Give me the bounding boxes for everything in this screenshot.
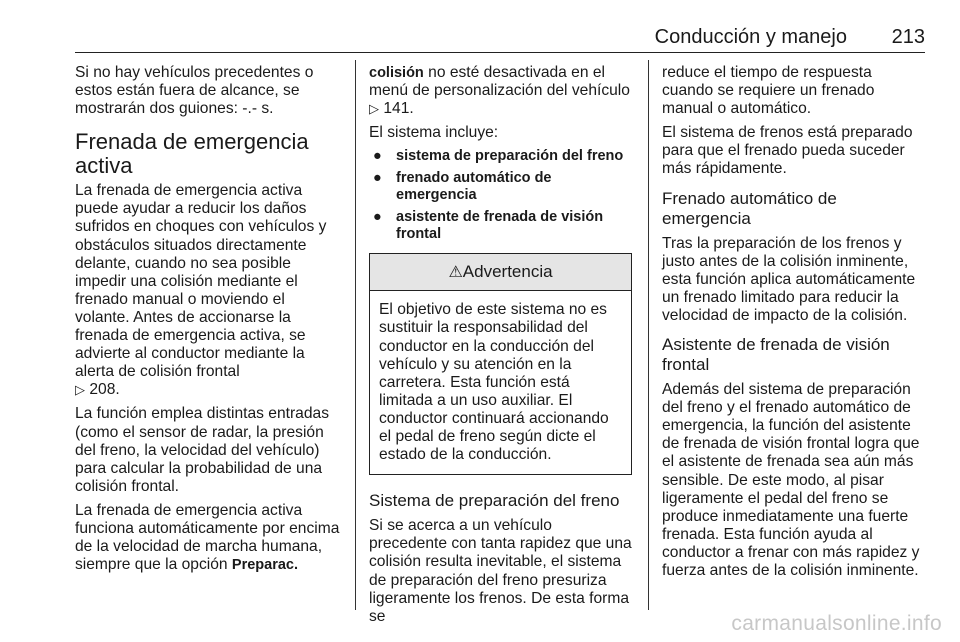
page-number: 213 <box>891 26 925 48</box>
bullet-icon: ● <box>373 209 382 226</box>
feature-list <box>369 148 632 243</box>
page-ref[interactable]: 208. <box>89 381 120 399</box>
warning-header <box>370 254 631 291</box>
paragraph: Si no hay vehículos precedentes o estos están fuera de alcance, se mostrarán dos guiones: -.- s. <box>75 64 314 118</box>
paragraph: La frenada de emergencia activa puede ayudar a reducir los daños sufridos en choques con vehículos y obstáculos situados directamente delante, cuando no sea posible impedir una colisión mediante el frenado manual o moviendo el volante. Antes de accionarse la frenada de emergencia activa, se advierte al conductor mediante la alerta de colisión frontal ▷ 208. <box>75 182 327 399</box>
paragraph: El sistema incluye: <box>369 124 499 142</box>
page-header <box>75 26 925 53</box>
watermark: carmanualsonline.info <box>731 612 942 635</box>
list-item: ● frenado automático de emergencia <box>373 170 552 204</box>
subsection-heading: Asistente de frenada de visión frontal <box>662 335 890 375</box>
list-item: ● asistente de frenada de visión frontal <box>373 209 604 243</box>
menu-option: colisión <box>369 65 424 81</box>
section-title: Conducción y manejo <box>654 26 847 48</box>
subsection-heading: Frenado automático de emergencia <box>662 188 837 228</box>
warning-box <box>369 253 632 475</box>
section-heading: Frenada de emergencia activa <box>75 129 309 179</box>
paragraph: La función emplea distintas entradas (como el sensor de radar, la presión del freno, la velocidad del vehículo) para calcular la probabilidad de una colisión frontal. <box>75 405 329 495</box>
column-3 <box>662 64 926 586</box>
column-1 <box>75 64 343 580</box>
paragraph: Si se acerca a un vehículo precedente con tanta rapidez que una colisión resulta inevitable, el sistema de preparación del freno presuriza ligeramente los frenos. De esta forma se <box>369 517 632 625</box>
warning-title: Advertencia <box>462 262 553 282</box>
list-item: ● sistema de preparación del freno <box>373 148 624 165</box>
paragraph: reduce el tiempo de respuesta cuando se requiere un frenado manual o automático. <box>662 64 875 118</box>
warning-triangle-icon: ⚠ <box>448 264 463 282</box>
column-2 <box>369 64 632 632</box>
column-divider <box>355 60 356 610</box>
paragraph: Tras la preparación de los frenos y justo antes de la colisión inminente, esta función aplica automáticamente un frenado limitado para reducir la velocidad de impacto de la colisión. <box>662 234 916 324</box>
page-ref[interactable]: 141. <box>383 100 414 118</box>
bullet-icon: ● <box>373 170 382 187</box>
paragraph: El sistema de frenos está preparado para que el frenado pueda suceder más rápidamente. <box>662 124 913 178</box>
warning-text: El objetivo de este sistema no es sustituir la responsabilidad del conductor en la conducción del vehículo y su atención en la carretera. Esta función está limitada a un uso auxiliar. El conductor continuará accionando el pedal de freno según dicte el estado de la conducción. <box>379 301 609 464</box>
paragraph: Además del sistema de preparación del freno y el frenado automático de emergencia, la función del asistente de frenada de visión frontal logra que el asistente de frenada sea aún más sensible. De este modo, al pisar ligeramente el pedal del freno se produce inmediatamente una fuerte frenada. Esta función ayuda al conductor a frenar con más rapidez y fuerza antes de la colisión inminente. <box>662 381 920 579</box>
menu-option: Preparac. <box>231 557 299 574</box>
page-ref-arrow-icon: ▷ <box>75 382 85 398</box>
paragraph: colisión no esté desactivada en el menú de personalización del vehículo ▷ 141. <box>369 64 630 118</box>
column-divider <box>648 60 649 610</box>
bullet-icon: ● <box>373 148 382 165</box>
paragraph: La frenada de emergencia activa funciona automáticamente por encima de la velocidad de marcha humana, siempre que la opción Preparac. <box>75 501 340 574</box>
page-ref-arrow-icon: ▷ <box>369 101 379 117</box>
subsection-heading: Sistema de preparación del freno <box>369 491 620 511</box>
